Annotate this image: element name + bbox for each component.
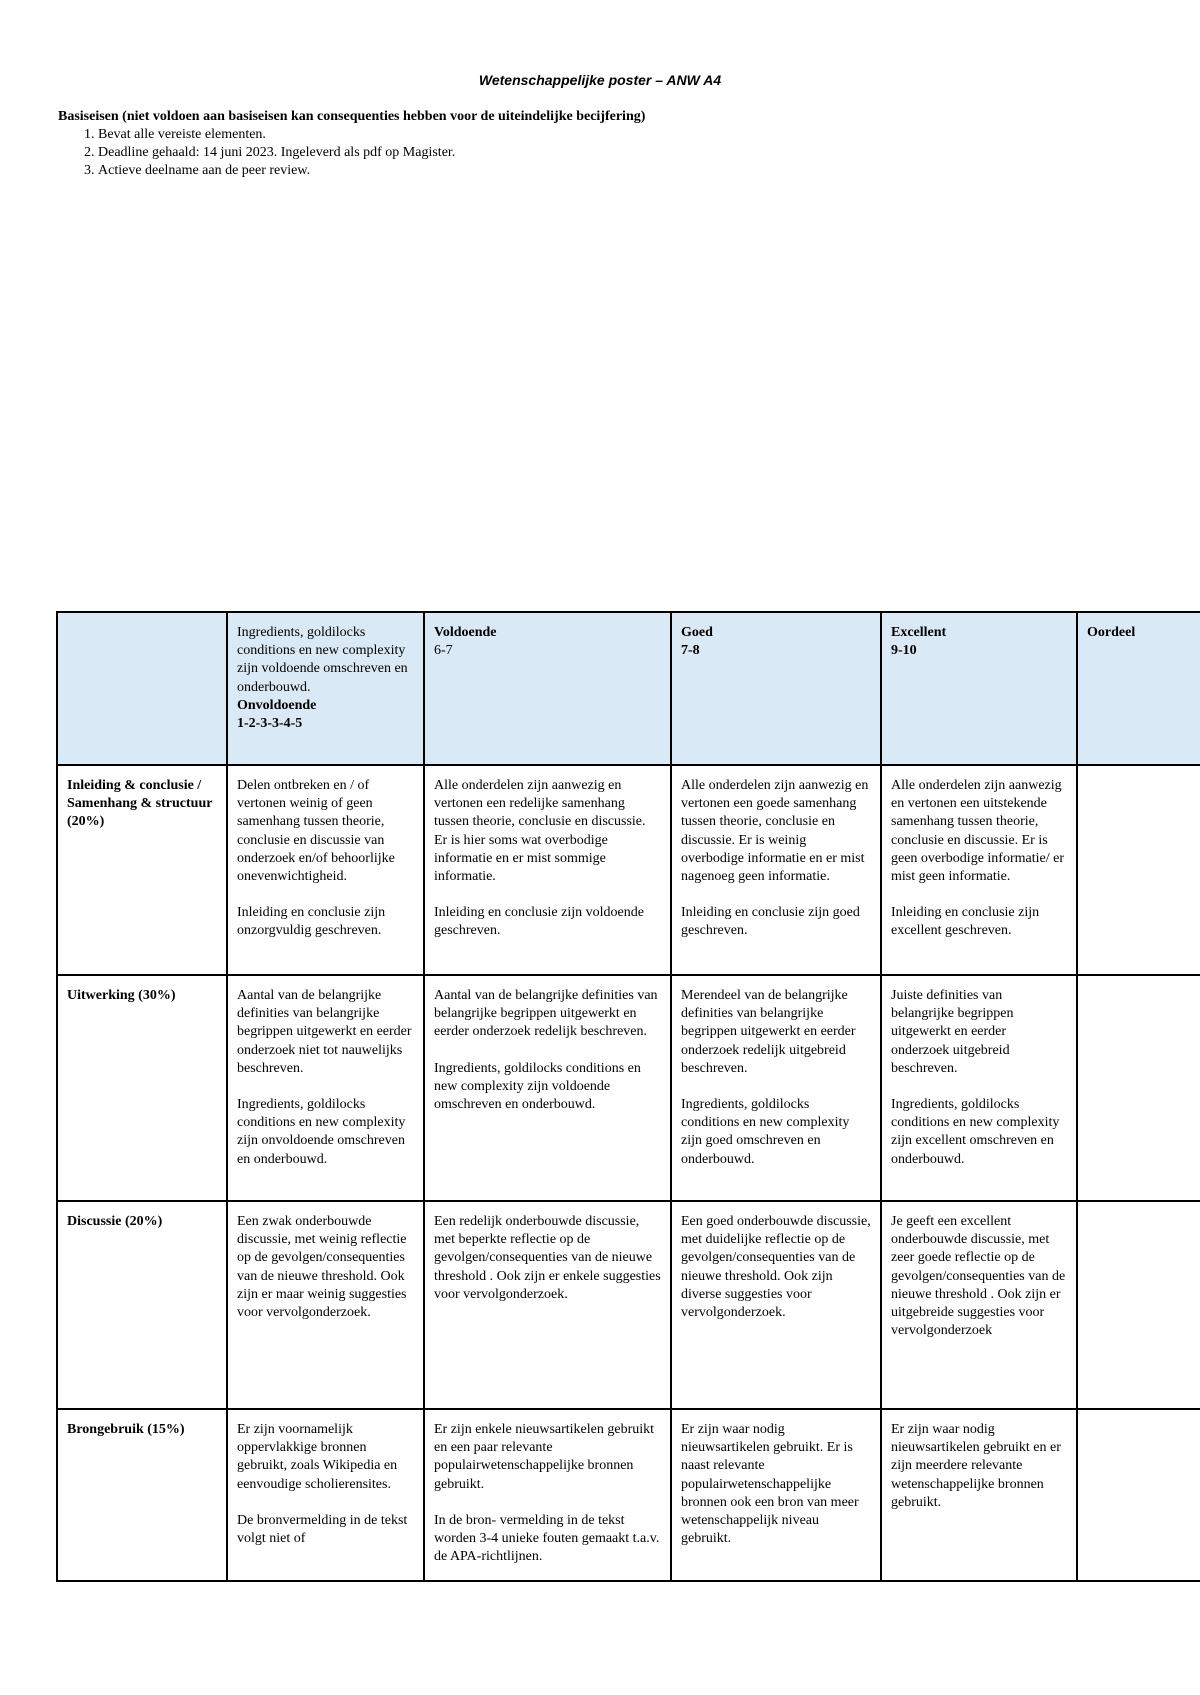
cell-text: Delen ontbreken en / of vertonen weinig of geen samenhang tussen theorie, conclusie en discussie van onderzoek en/of behoorlijke onevenwichtigheid. — [237, 778, 395, 885]
rubric-row-brongebruik — [57, 1409, 1200, 1581]
cell-goed — [671, 975, 881, 1201]
header-oordeel — [1077, 612, 1200, 765]
cell-text: Inleiding en conclusie zijn voldoende geschreven. — [434, 905, 644, 939]
cell-goed — [671, 765, 881, 975]
cell-text: Juiste definities van belangrijke begrippen uitgewerkt en eerder onderzoek uitgebreid beschreven. — [891, 988, 1014, 1076]
cell-text: Alle onderdelen zijn aanwezig en vertonen een uitstekende samenhang tussen theorie, conclusie en discussie. Er is geen overbodige informatie/ er mist geen informatie. — [891, 778, 1064, 885]
cell-voldoende — [424, 765, 671, 975]
cell-oordeel[interactable] — [1077, 1201, 1200, 1409]
cell-text: Ingredients, goldilocks conditions en new complexity zijn goed omschreven en onderbouwd. — [681, 1097, 850, 1167]
cell-text: Inleiding en conclusie zijn onzorgvuldig geschreven. — [237, 905, 386, 939]
header-level: Excellent — [891, 625, 947, 640]
header-onvoldoende — [227, 612, 424, 765]
header-goed — [671, 612, 881, 765]
cell-text: Merendeel van de belangrijke definities van belangrijke begrippen uitgewerkt en eerder onderzoek redelijk uitgebreid beschreven. — [681, 988, 856, 1076]
cell-goed — [671, 1201, 881, 1409]
cell-onvoldoende — [227, 1201, 424, 1409]
cell-onvoldoende — [227, 975, 424, 1201]
header-level: Goed — [681, 625, 713, 640]
header-level: Oordeel — [1087, 625, 1136, 640]
cell-text: Een redelijk onderbouwde discussie, met beperkte reflectie op de gevolgen/consequenties van de nieuwe threshold . Ook zijn er enkele suggesties voor vervolgonderzoek. — [434, 1214, 661, 1302]
header-excellent — [881, 612, 1077, 765]
cell-voldoende — [424, 975, 671, 1201]
rubric-row-inleiding — [57, 765, 1200, 975]
cell-excellent — [881, 1409, 1077, 1581]
cell-voldoende — [424, 1201, 671, 1409]
header-level: Voldoende — [434, 625, 497, 640]
rubric-row-discussie — [57, 1201, 1200, 1409]
header-score: 7-8 — [681, 643, 700, 659]
criterion-cell: Inleiding & conclusie / Samenhang & structuur (20%) — [57, 765, 227, 975]
cell-text: Aantal van de belangrijke definities van belangrijke begrippen uitgewerkt en eerder onderzoek niet tot nauwelijks beschreven. — [237, 988, 412, 1076]
criterion-cell: Brongebruik (15%) — [57, 1409, 227, 1581]
criterion-cell: Discussie (20%) — [57, 1201, 227, 1409]
cell-text: Een zwak onderbouwde discussie, met weinig reflectie op de gevolgen/consequenties van de nieuwe threshold. Ook zijn er maar weinig suggesties voor vervolgonderzoek. — [237, 1214, 407, 1321]
requirement-item: 1. Bevat alle vereiste elementen. — [98, 126, 645, 144]
cell-text: Inleiding en conclusie zijn goed geschreven. — [681, 905, 860, 939]
cell-text: Ingredients, goldilocks conditions en new complexity zijn excellent omschreven en onderbouwd. — [891, 1097, 1060, 1167]
cell-goed — [671, 1409, 881, 1581]
cell-text: Aantal van de belangrijke definities van belangrijke begrippen uitgewerkt en eerder onderzoek redelijk beschreven. — [434, 988, 658, 1040]
header-score: 1-2-3-3-4-5 — [237, 716, 303, 732]
requirement-item: 2. Deadline gehaald: 14 juni 2023. Ingeleverd als pdf op Magister. — [98, 144, 645, 162]
basic-requirements — [58, 108, 645, 180]
requirements-list — [58, 126, 645, 180]
cell-text: Alle onderdelen zijn aanwezig en vertonen een goede samenhang tussen theorie, conclusie en discussie. Er is weinig overbodige informatie en er mist nagenoeg geen informatie. — [681, 778, 869, 885]
cell-oordeel[interactable] — [1077, 1409, 1200, 1581]
cell-text: De bronvermelding in de tekst volgt niet of — [237, 1512, 408, 1547]
cell-text: Er zijn waar nodig nieuwsartikelen gebruikt. Er is naast relevante populairwetenschappelijke bronnen ook een bron van meer wetenschappelijk niveau gebruikt. — [681, 1422, 859, 1547]
cell-text: Een goed onderbouwde discussie, met duidelijke reflectie op de gevolgen/consequenties van de nieuwe threshold. Ook zijn diverse suggesties voor vervolgonderzoek. — [681, 1214, 871, 1321]
rubric-row-uitwerking — [57, 975, 1200, 1201]
header-empty-cell — [57, 612, 227, 765]
cell-onvoldoende — [227, 1409, 424, 1581]
criterion-cell: Uitwerking (30%) — [57, 975, 227, 1201]
cell-excellent — [881, 1201, 1077, 1409]
header-score: 6-7 — [434, 643, 453, 659]
header-score: 9-10 — [891, 643, 917, 659]
cell-text: In de bron- vermelding in de tekst worden 3-4 unieke fouten gemaakt t.a.v. de APA-richtlijnen. — [434, 1512, 660, 1565]
cell-text: Er zijn enkele nieuwsartikelen gebruikt en een paar relevante populairwetenschappelijke bronnen gebruikt. — [434, 1422, 655, 1492]
requirements-heading: Basiseisen (niet voldoen aan basiseisen kan consequenties hebben voor de uiteindelijke becijfering) — [58, 109, 646, 124]
rubric-table — [56, 611, 1200, 1582]
cell-oordeel[interactable] — [1077, 975, 1200, 1201]
header-level: Onvoldoende — [237, 697, 317, 713]
cell-text: Je geeft een excellent onderbouwde discussie, met zeer goede reflectie op de gevolgen/consequenties van de nieuwe threshold . Ook zijn er uitgebreide suggesties voor vervolgonderzoek — [891, 1214, 1066, 1339]
cell-text: Ingredients, goldilocks conditions en new complexity zijn voldoende omschreven en onderbouwd. — [434, 1060, 641, 1113]
cell-text: Er zijn waar nodig nieuwsartikelen gebruikt en er zijn meerdere relevante wetenschappelijke bronnen gebruikt. — [891, 1422, 1061, 1510]
cell-text: Alle onderdelen zijn aanwezig en vertonen een redelijke samenhang tussen theorie, conclusie en discussie. Er is hier soms wat overbodige informatie en er mist sommige informatie. — [434, 778, 646, 885]
cell-text: Ingredients, goldilocks conditions en new complexity zijn onvoldoende omschreven en onderbouwd. — [237, 1097, 406, 1167]
cell-excellent — [881, 975, 1077, 1201]
cell-oordeel[interactable] — [1077, 765, 1200, 975]
rubric-header-row — [57, 612, 1200, 765]
header-desc: Ingredients, goldilocks conditions en new complexity zijn voldoende omschreven en onderbouwd. — [237, 625, 408, 695]
cell-voldoende — [424, 1409, 671, 1581]
cell-excellent — [881, 765, 1077, 975]
requirement-item: 3. Actieve deelname aan de peer review. — [98, 162, 645, 180]
cell-text: Er zijn voornamelijk oppervlakkige bronnen gebruikt, zoals Wikipedia en eenvoudige scholierensites. — [237, 1422, 398, 1492]
cell-onvoldoende — [227, 765, 424, 975]
cell-text: Inleiding en conclusie zijn excellent geschreven. — [891, 905, 1040, 939]
page-title: Wetenschappelijke poster – ANW A4 — [478, 72, 722, 88]
header-voldoende — [424, 612, 671, 765]
